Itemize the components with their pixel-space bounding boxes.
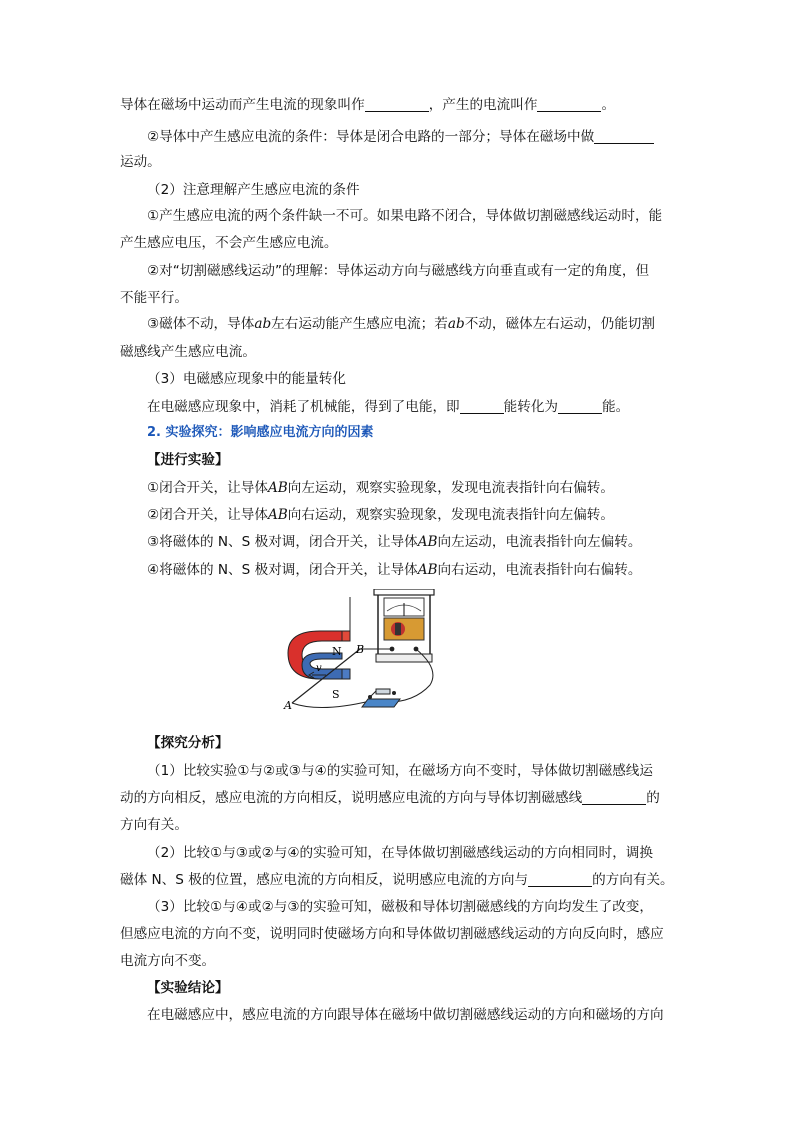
text: 动的方向相反，感应电流的方向相反，说明感应电流的方向与导体切割磁感线: [120, 790, 583, 806]
text-line: [147, 128, 654, 146]
answer-blank[interactable]: [582, 790, 646, 805]
text-line: [120, 789, 660, 807]
subsection-heading: 【实验结论】: [147, 980, 229, 996]
text: 向左运动，观察实验现象，发现电流表指针向右偏转。: [287, 480, 614, 496]
text-line: 电流方向不变。: [120, 953, 216, 969]
variable: ab: [254, 316, 272, 332]
variable: AB: [417, 562, 438, 578]
text: 向右运动，观察实验现象，发现电流表指针向左偏转。: [287, 507, 614, 523]
variable: AB: [417, 534, 438, 550]
answer-blank[interactable]: [365, 97, 429, 112]
text: 左右运动能产生感应电流；若: [271, 316, 448, 332]
text-line: [120, 871, 674, 889]
text-line: （2）注意理解产生感应电流的条件: [147, 182, 360, 198]
text: 的方向有关。: [592, 872, 674, 888]
text-line: ①产生感应电流的两个条件缺一不可。如果电路不闭合，导体做切割磁感线运动时，能: [147, 208, 663, 224]
section-heading: 2. 实验探究：影响感应电流方向的因素: [147, 425, 374, 440]
text-line: 但感应电流的方向不变，说明同时使磁场方向和导体做切割磁感线运动的方向反向时，感应: [120, 926, 664, 942]
text: 磁体 N、S 极的位置，感应电流的方向相反，说明感应电流的方向与: [120, 872, 529, 888]
switch-blade: [376, 689, 390, 694]
label-s: S: [332, 688, 340, 701]
experiment-diagram: [280, 589, 445, 719]
text-line: （3）比较①与④或②与③的实验可知，磁极和导体切割磁感线的方向均发生了改变，: [147, 899, 653, 915]
text-line: 磁感线产生感应电流。: [120, 344, 256, 360]
text: 不动，磁体左右运动，仍能切割: [464, 316, 655, 332]
text-line: [147, 479, 614, 497]
label-b: B: [356, 643, 365, 656]
galvanometer-base: [376, 654, 432, 662]
variable: AB: [267, 507, 288, 523]
answer-blank[interactable]: [594, 129, 654, 144]
text-line: （2）比较①与③或②与④的实验可知，在导体做切割磁感线运动的方向相同时，调换: [147, 845, 653, 861]
answer-blank[interactable]: [528, 872, 592, 887]
text-line: [147, 506, 614, 524]
text-line: [147, 398, 629, 416]
text-line: 产生感应电压，不会产生感应电流。: [120, 235, 338, 251]
text: 。: [601, 97, 616, 113]
switch-terminal: [392, 691, 396, 695]
text: 在电磁感应现象中，消耗了机械能，得到了电能，即: [147, 399, 460, 415]
text-line: 不能平行。: [120, 290, 188, 306]
switch-base: [362, 699, 400, 707]
galvanometer-top: [374, 589, 434, 595]
text-line: [147, 315, 655, 333]
text: 向左运动，电流表指针向左偏转。: [437, 534, 642, 550]
answer-blank[interactable]: [558, 399, 602, 414]
text-line: （3）电磁感应现象中的能量转化: [147, 371, 346, 387]
text: 导体在磁场中运动而产生电流的现象叫作: [120, 97, 365, 113]
subsection-heading: 【进行实验】: [147, 452, 229, 468]
label-n: N: [332, 645, 342, 658]
text-line: 运动。: [120, 154, 161, 170]
text: ②导体中产生感应电流的条件：导体是闭合电路的一部分；导体在磁场中做: [147, 129, 595, 145]
text: ③磁体不动，导体: [147, 316, 255, 332]
subsection-heading: 【探究分析】: [147, 735, 229, 751]
answer-blank[interactable]: [460, 399, 504, 414]
s-pole: [342, 669, 350, 679]
text: 的: [646, 790, 660, 806]
label-a: A: [284, 699, 292, 712]
variable: AB: [267, 480, 288, 496]
answer-blank[interactable]: [537, 97, 601, 112]
text: 能转化为: [503, 399, 559, 415]
variable: ab: [447, 316, 465, 332]
text-line: （1）比较实验①与②或③与④的实验可知，在磁场方向不变时，导体做切割磁感线运: [147, 763, 653, 779]
text-line: 方向有关。: [120, 817, 188, 833]
label-v: v: [316, 663, 322, 674]
text-line: 在电磁感应中，感应电流的方向跟导体在磁场中做切割磁感线运动的方向和磁场的方向: [147, 1007, 664, 1023]
text: ①闭合开关，让导体: [147, 480, 268, 496]
text: ，产生的电流叫作: [428, 97, 538, 113]
text-line: [120, 96, 615, 114]
text: 能。: [602, 399, 630, 415]
text: ③将磁体的 N、S 极对调，闭合开关，让导体: [147, 534, 418, 550]
switch-terminal: [368, 695, 372, 699]
magnet-core: [395, 623, 401, 635]
text-line: ②对“切割磁感线运动”的理解：导体运动方向与磁感线方向垂直或有一定的角度，但: [147, 263, 650, 279]
n-pole: [342, 631, 350, 641]
text-line: [147, 561, 641, 579]
text: ④将磁体的 N、S 极对调，闭合开关，让导体: [147, 562, 418, 578]
text-line: [147, 533, 641, 551]
text: 向右运动，电流表指针向右偏转。: [437, 562, 642, 578]
text: ②闭合开关，让导体: [147, 507, 268, 523]
